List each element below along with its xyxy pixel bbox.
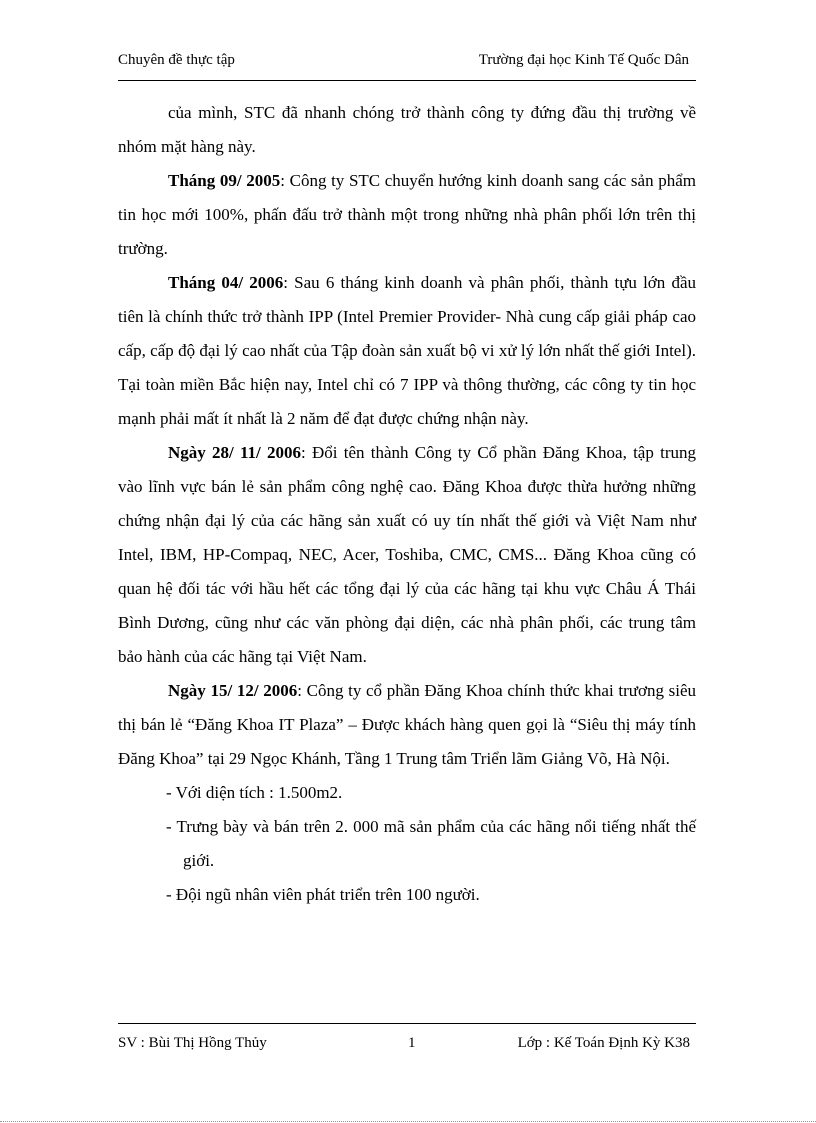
- page-boundary: [0, 1121, 816, 1122]
- bullet-item: - Đội ngũ nhân viên phát triển trên 100 người.: [166, 885, 480, 904]
- paragraph-15-12-2006: [118, 674, 696, 776]
- header-divider: [118, 80, 696, 81]
- footer-class: Lớp : Kế Toán Định Kỳ K38: [517, 1035, 690, 1051]
- paragraph-09-2005: [118, 164, 696, 266]
- paragraph-label: Tháng 09/ 2005: [168, 171, 281, 190]
- paragraph-text: : Công ty STC chuyển hướng kinh doanh sang các sản phẩm tin học mới 100%, phấn đấu trở thành một trong những nhà phân phối lớn trên thị trường.: [118, 171, 696, 258]
- paragraph-04-2006: [118, 266, 696, 436]
- bullet-item: - Trưng bày và bán trên 2. 000 mã sản phẩm của các hãng nổi tiếng nhất thế giới.: [166, 817, 696, 870]
- paragraph-text: : Công ty cổ phần Đăng Khoa chính thức khai trương siêu thị bán lẻ “Đăng Khoa IT Plaza” – Được khách hàng quen gọi là “Siêu thị máy tính Đăng Khoa” tại 29 Ngọc Khánh, Tầng 1 Trung tâm Triển lãm Giảng Võ, Hà Nội.: [118, 681, 696, 768]
- paragraph-intro: [118, 96, 696, 164]
- paragraph-text: : Đổi tên thành Công ty Cổ phần Đăng Khoa, tập trung vào lĩnh vực bán lẻ sản phẩm công nghệ cao. Đăng Khoa được thừa hưởng những chứng nhận đại lý của các hãng sản xuất có uy tín nhất thế giới và Việt Nam như Intel, IBM, HP-Compaq, NEC, Acer, Toshiba, CMC, CMS... Đăng Khoa cũng có quan hệ đối tác với hầu hết các tổng đại lý của các hãng tại khu vực Châu Á Thái Bình Dương, cũng như các văn phòng đại diện, các nhà phân phối, các trung tâm bảo hành của các hãng tại Việt Nam.: [118, 443, 696, 666]
- paragraph-label: Ngày 15/ 12/ 2006: [168, 681, 298, 700]
- footer-student-name: SV : Bùi Thị Hồng Thủy: [118, 1035, 267, 1051]
- bullet-item: - Với diện tích : 1.500m2.: [166, 783, 343, 802]
- page-footer: [118, 1035, 690, 1055]
- paragraph-label: Tháng 04/ 2006: [168, 273, 284, 292]
- footer-divider: [118, 1023, 696, 1024]
- page-header: [118, 52, 689, 72]
- footer-page-number: 1: [408, 1035, 416, 1051]
- paragraph-28-11-2006: [118, 436, 696, 674]
- document-body: [118, 96, 696, 912]
- paragraph-text: : Sau 6 tháng kinh doanh và phân phối, thành tựu lớn đầu tiên là chính thức trở thành IPP (Intel Premier Provider- Nhà cung cấp giải pháp cao cấp, cấp độ đại lý cao nhất của Tập đoàn sản xuất bộ vi xử lý lớn nhất thế giới Intel). Tại toàn miền Bắc hiện nay, Intel chỉ có 7 IPP và thông thường, các công ty tin học mạnh phải mất ít nhất là 2 năm để đạt được chứng nhận này.: [118, 273, 696, 428]
- paragraph-label: Ngày 28/ 11/ 2006: [168, 443, 302, 462]
- header-left-title: Chuyên đề thực tập: [118, 52, 235, 68]
- paragraph-text: của mình, STC đã nhanh chóng trở thành công ty đứng đầu thị trường về nhóm mặt hàng này.: [118, 103, 696, 156]
- header-right-title: Trường đại học Kinh Tế Quốc Dân: [478, 52, 689, 68]
